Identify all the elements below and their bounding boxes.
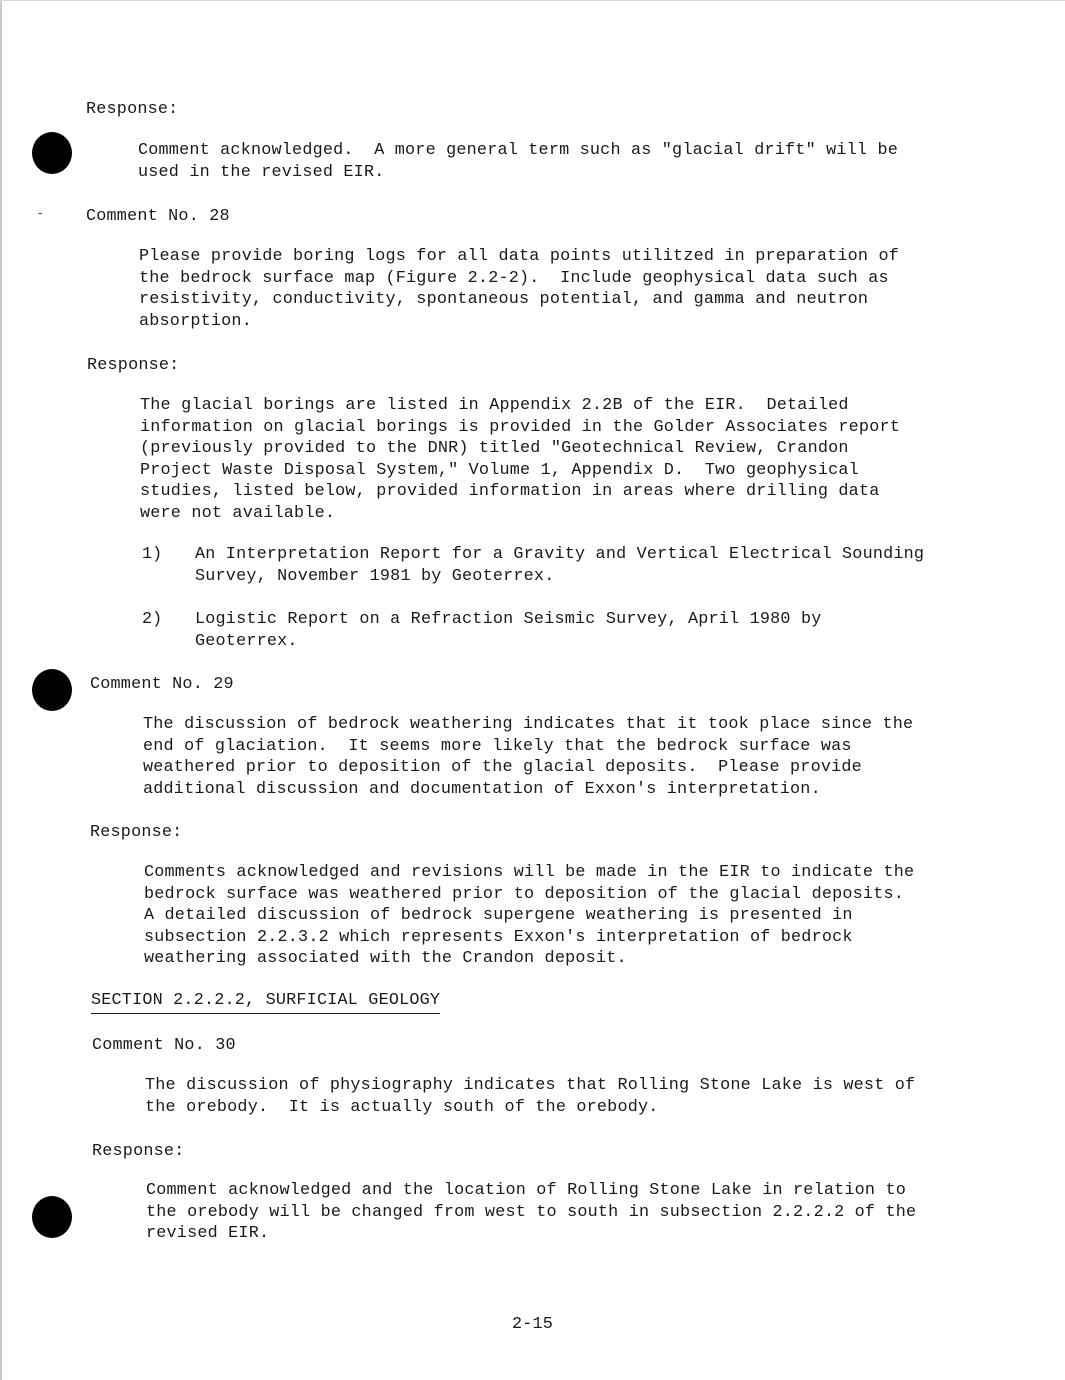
punch-hole-2	[32, 669, 72, 711]
punch-hole-3	[32, 1196, 72, 1238]
list-item-number: 1)	[142, 545, 163, 564]
scan-edge-top	[0, 0, 1065, 1]
response-label: Response:	[90, 823, 183, 842]
margin-tick: -	[36, 206, 45, 222]
response-label: Response:	[86, 100, 179, 119]
response-text: Comment acknowledged and the location of Rolling Stone Lake in relation to the orebody will be changed from west to south in subsection 2.2.2.2 of the revised EIR.	[146, 1181, 917, 1244]
scan-edge-left	[0, 0, 2, 1380]
comment-label: Comment No. 28	[86, 207, 230, 226]
list-item-text: Logistic Report on a Refraction Seismic Survey, April 1980 by Geoterrex.	[195, 610, 822, 651]
comment-text: The discussion of physiography indicates that Rolling Stone Lake is west of the orebody. It is actually south of the orebody.	[145, 1076, 916, 1117]
response-text: Comments acknowledged and revisions will be made in the EIR to indicate the bedrock surface was weathered prior to deposition of the glacial deposits. A detailed discussion of bedrock supergene weathering is presented in subsection 2.2.3.2 which represents Exxon's interpretation of bedrock weathering associated with the Crandon deposit.	[144, 863, 915, 969]
section-heading: SECTION 2.2.2.2, SURFICIAL GEOLOGY	[91, 990, 440, 1014]
response-text: Comment acknowledged. A more general term such as "glacial drift" will be used in the revised EIR.	[138, 141, 899, 182]
comment-text: The discussion of bedrock weathering indicates that it took place since the end of glaciation. It seems more likely that the bedrock surface was weathered prior to deposition of the glacial deposits. Please provide additional discussion and documentation of Exxon's interpretation.	[143, 715, 914, 799]
comment-label: Comment No. 30	[92, 1036, 236, 1055]
response-label: Response:	[92, 1142, 185, 1161]
comment-label: Comment No. 29	[90, 675, 234, 694]
comment-text: Please provide boring logs for all data points utilitzed in preparation of the bedrock surface map (Figure 2.2-2). Include geophysical data such as resistivity, conductivity, spontaneous potential, and gamma and neutron absorption.	[139, 247, 900, 331]
response-text: The glacial borings are listed in Appendix 2.2B of the EIR. Detailed information on glacial borings is provided in the Golder Associates report (previously provided to the DNR) titled "Geotechnical Review, Crandon Project Waste Disposal System," Volume 1, Appendix D. Two geophysical studies, listed below, provided information in areas where drilling data were not available.	[140, 396, 901, 523]
page-number: 2-15	[512, 1315, 554, 1334]
list-item-text: An Interpretation Report for a Gravity and Vertical Electrical Sounding Survey, November 1981 by Geoterrex.	[195, 545, 925, 586]
response-label: Response:	[87, 356, 180, 375]
punch-hole-1	[32, 132, 72, 174]
list-item-number: 2)	[142, 610, 163, 629]
